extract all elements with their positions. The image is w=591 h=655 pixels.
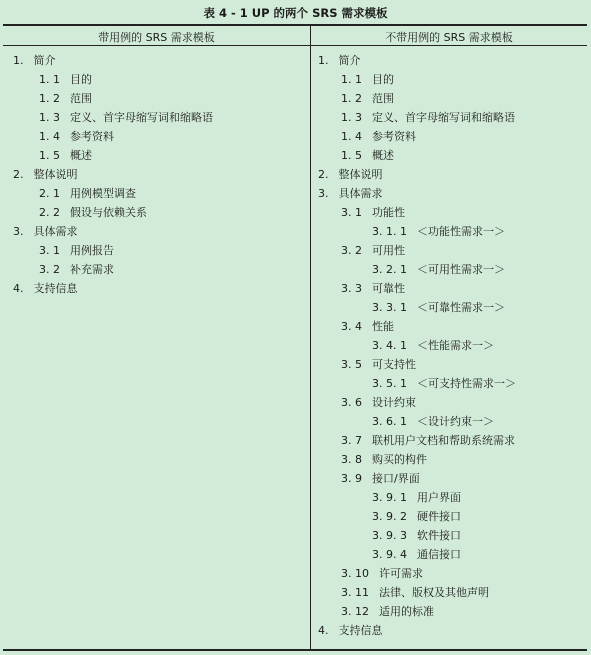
item-number: 3. 11	[341, 586, 369, 599]
item-number: 3.	[13, 225, 24, 238]
item-label: 支持信息	[338, 624, 383, 637]
item-label: 假设与依赖关系	[70, 206, 147, 219]
bottom-rule	[3, 649, 587, 651]
list-item	[39, 92, 92, 105]
item-label: 用户界面	[416, 491, 461, 504]
list-item	[341, 453, 427, 466]
item-number: 2.	[13, 168, 24, 181]
list-item	[341, 130, 416, 143]
item-number: 1. 2	[39, 92, 60, 105]
list-item	[341, 111, 515, 124]
list-item	[39, 73, 92, 86]
item-number: 4.	[13, 282, 24, 295]
item-label: 可用性	[372, 244, 405, 257]
item-number: 1. 3	[341, 111, 362, 124]
list-item	[13, 168, 78, 181]
list-item	[341, 282, 405, 295]
list-item	[341, 605, 434, 618]
item-number: 3. 6. 1	[372, 415, 407, 428]
list-item	[372, 339, 494, 352]
item-label: 目的	[372, 73, 394, 86]
list-item	[13, 225, 78, 238]
item-label: 功能性	[372, 206, 405, 219]
item-number: 1. 5	[39, 149, 60, 162]
list-item	[372, 377, 516, 390]
item-label: 设计约束	[372, 396, 416, 409]
list-item	[372, 415, 494, 428]
item-number: 3. 9. 2	[372, 510, 407, 523]
item-number: 2. 1	[39, 187, 60, 200]
table-title: 表 4 - 1 UP 的两个 SRS 需求模板	[203, 6, 388, 20]
item-number: 1. 4	[341, 130, 362, 143]
item-number: 1. 1	[39, 73, 60, 86]
item-label: 支持信息	[33, 282, 78, 295]
item-number: 1. 3	[39, 111, 60, 124]
item-label: 联机用户文档和帮助系统需求	[372, 434, 515, 447]
item-number: 3. 5	[341, 358, 362, 371]
item-number: 1. 5	[341, 149, 362, 162]
column-divider	[310, 25, 311, 650]
list-item	[39, 111, 213, 124]
item-label: 目的	[70, 73, 92, 86]
item-label: ＜设计约束一＞	[416, 415, 494, 428]
item-label: ＜可支持性需求一＞	[416, 377, 516, 390]
item-number: 1.	[13, 54, 24, 67]
item-label: 整体说明	[338, 168, 383, 181]
item-label: 可靠性	[372, 282, 405, 295]
item-number: 2.	[318, 168, 329, 181]
list-item	[372, 301, 505, 314]
item-number: 3. 9. 1	[372, 491, 407, 504]
item-number: 4.	[318, 624, 329, 637]
item-number: 3. 7	[341, 434, 362, 447]
list-item	[318, 187, 383, 200]
item-label: 整体说明	[33, 168, 78, 181]
item-label: 具体需求	[338, 187, 383, 200]
item-label: 定义、首字母缩写词和缩略语	[372, 111, 515, 124]
item-number: 1. 1	[341, 73, 362, 86]
item-number: 3. 1. 1	[372, 225, 407, 238]
item-number: 3. 1	[39, 244, 60, 257]
list-item	[341, 396, 416, 409]
list-item	[39, 206, 147, 219]
list-item	[13, 54, 56, 67]
item-label: 通信接口	[416, 548, 461, 561]
item-label: 概述	[372, 149, 394, 162]
item-number: 3. 2	[341, 244, 362, 257]
item-number: 1.	[318, 54, 329, 67]
item-label: 软件接口	[416, 529, 461, 542]
list-item	[318, 54, 361, 67]
list-item	[341, 358, 416, 371]
item-label: 购买的构件	[372, 453, 427, 466]
item-label: 参考资料	[70, 130, 114, 143]
list-item	[372, 510, 461, 523]
list-item	[341, 149, 394, 162]
item-number: 3. 12	[341, 605, 369, 618]
list-item	[39, 130, 114, 143]
item-number: 2. 2	[39, 206, 60, 219]
item-number: 3. 10	[341, 567, 369, 580]
item-label: ＜可用性需求一＞	[416, 263, 505, 276]
list-item	[372, 491, 461, 504]
list-item	[318, 168, 383, 181]
list-item	[341, 586, 489, 599]
item-number: 3.	[318, 187, 329, 200]
list-item	[341, 73, 394, 86]
item-number: 3. 9. 3	[372, 529, 407, 542]
item-number: 1. 2	[341, 92, 362, 105]
item-number: 3. 8	[341, 453, 362, 466]
item-label: 范围	[372, 92, 394, 105]
list-item	[341, 567, 423, 580]
item-number: 3. 1	[341, 206, 362, 219]
list-item	[318, 624, 383, 637]
item-number: 1. 4	[39, 130, 60, 143]
list-item	[341, 244, 405, 257]
item-label: 接口/界面	[372, 472, 420, 485]
item-number: 3. 2. 1	[372, 263, 407, 276]
item-label: 补充需求	[70, 263, 114, 276]
list-item	[341, 472, 420, 485]
item-label: ＜性能需求一＞	[416, 339, 494, 352]
item-label: 概述	[70, 149, 92, 162]
list-item	[39, 244, 114, 257]
item-number: 3. 9	[341, 472, 362, 485]
item-label: 性能	[372, 320, 394, 333]
item-label: 许可需求	[379, 567, 423, 580]
item-label: 简介	[33, 54, 56, 67]
list-item	[39, 263, 114, 276]
item-label: 范围	[70, 92, 92, 105]
right-column-header: 不带用例的 SRS 需求模板	[385, 31, 513, 44]
top-rule	[3, 24, 587, 26]
left-column-header: 带用例的 SRS 需求模板	[98, 31, 215, 44]
item-number: 3. 2	[39, 263, 60, 276]
list-item	[372, 529, 461, 542]
item-label: 定义、首字母缩写词和缩略语	[70, 111, 213, 124]
item-label: 参考资料	[372, 130, 416, 143]
list-item	[39, 149, 92, 162]
list-item	[341, 434, 515, 447]
item-label: ＜功能性需求一＞	[416, 225, 505, 238]
list-item	[39, 187, 136, 200]
list-item	[341, 92, 394, 105]
item-number: 3. 9. 4	[372, 548, 407, 561]
item-number: 3. 3	[341, 282, 362, 295]
item-label: 简介	[338, 54, 361, 67]
item-number: 3. 4. 1	[372, 339, 407, 352]
list-item	[372, 263, 505, 276]
item-label: 可支持性	[372, 358, 416, 371]
item-number: 3. 6	[341, 396, 362, 409]
item-label: 用例报告	[70, 244, 114, 257]
header-rule	[3, 45, 587, 46]
item-number: 3. 5. 1	[372, 377, 407, 390]
item-label: 法律、版权及其他声明	[379, 586, 489, 599]
item-label: 用例模型调查	[70, 187, 136, 200]
list-item	[341, 206, 405, 219]
item-label: 适用的标准	[379, 605, 434, 618]
item-label: 具体需求	[33, 225, 78, 238]
list-item	[13, 282, 78, 295]
item-label: ＜可靠性需求一＞	[416, 301, 505, 314]
item-label: 硬件接口	[416, 510, 461, 523]
item-number: 3. 3. 1	[372, 301, 407, 314]
list-item	[372, 225, 505, 238]
item-number: 3. 4	[341, 320, 362, 333]
list-item	[372, 548, 461, 561]
list-item	[341, 320, 394, 333]
